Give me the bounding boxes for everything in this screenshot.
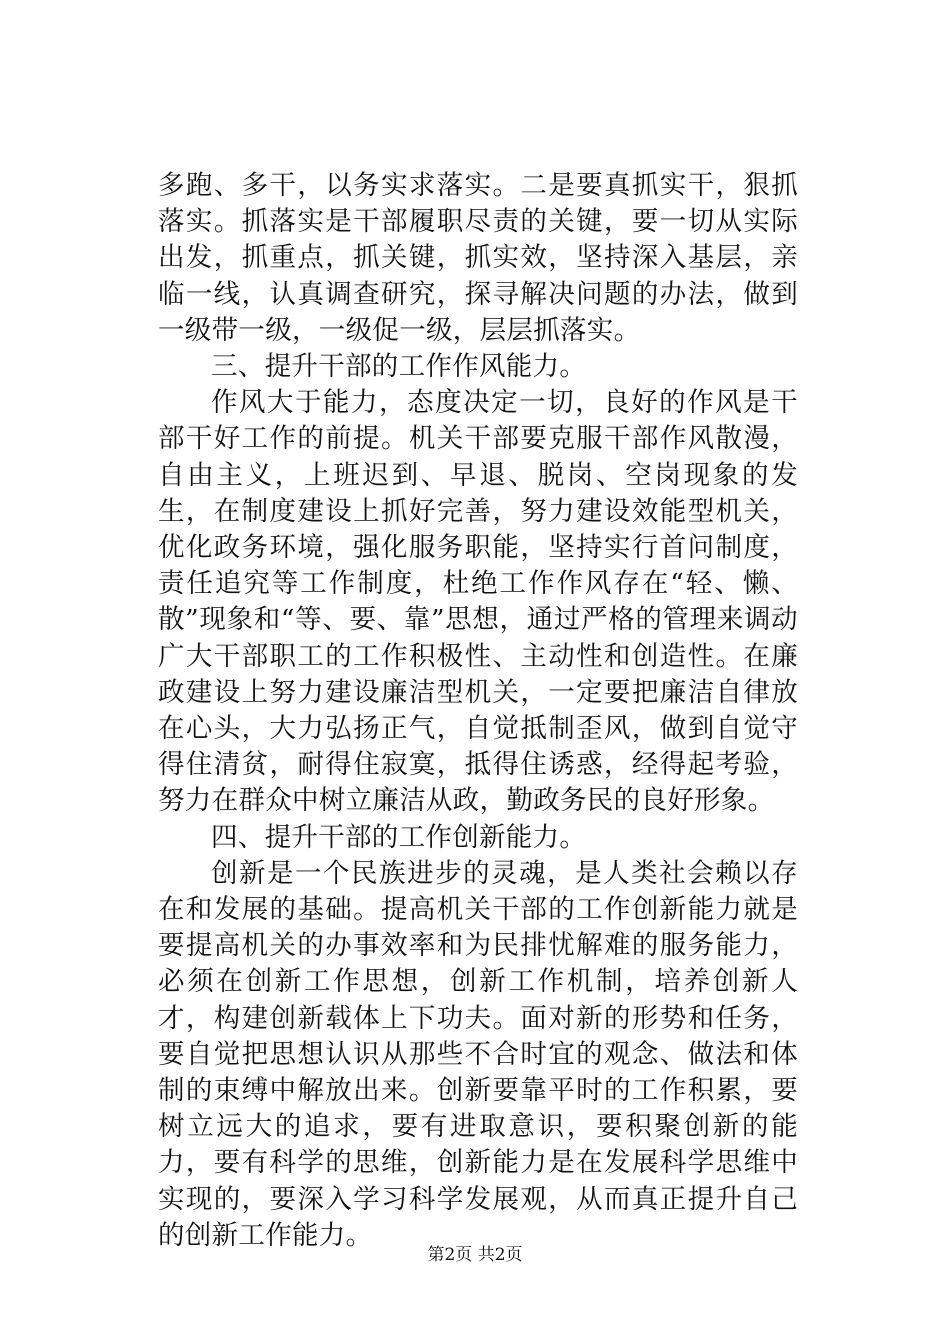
paragraph-work-style: 作风大于能力，态度决定一切，良好的作风是干部干好工作的前提。机关干部要克服干部作风散漫，自由主义，上班迟到、早退、脱岗、空岗现象的发生，在制度建设上抓好完善，努力建设效能型机关，优化政务环境，强化服务职能，坚持实行首问制度，责任追究等工作制度，杜绝工作作风存在“轻、懒、散”现象和“等、要、靠”思想，通过严格的管理来调动广大干部职工的工作积极性、主动性和创造性。在廉政建设上努力建设廉洁型机关，一定要把廉洁自律放在心头，大力弘扬正气，自觉抵制歪风，做到自觉守得住清贫，耐得住寂寞，抵得住诱惑，经得起考验，努力在群众中树立廉洁从政，勤政务民的良好形象。 [158, 387, 798, 817]
section-heading-work-style: 三、提升干部的工作作风能力。 [211, 351, 587, 383]
page-number-footer: 第2页 共2页 [427, 1245, 523, 1265]
section-heading-innovation: 四、提升干部的工作创新能力。 [211, 821, 587, 853]
paragraph-innovation: 创新是一个民族进步的灵魂，是人类社会赖以存在和发展的基础。提高机关干部的工作创新能力就是要提高机关的办事效率和为民排忧解难的服务能力，必须在创新工作思想，创新工作机制，培养创新人才，构建创新载体上下功夫。面对新的形势和任务，要自觉把思想认识从那些不合时宜的观念、做法和体制的束缚中解放出来。创新要靠平时的工作积累，要树立远大的追求，要有进取意识，要积聚创新的能力，要有科学的思维，创新能力是在发展科学思维中实现的，要深入学习科学发展观，从而真正提升自己的创新工作能力。 [158, 857, 798, 1251]
document-body [158, 168, 798, 1254]
paragraph-continuation: 多跑、多干，以务实求落实。二是要真抓实干，狠抓落实。抓落实是干部履职尽责的关键，要一切从实际出发，抓重点，抓关键，抓实效，坚持深入基层，亲临一线，认真调查研究，探寻解决问题的办法，做到一级带一级，一级促一级，层层抓落实。 [158, 170, 798, 346]
